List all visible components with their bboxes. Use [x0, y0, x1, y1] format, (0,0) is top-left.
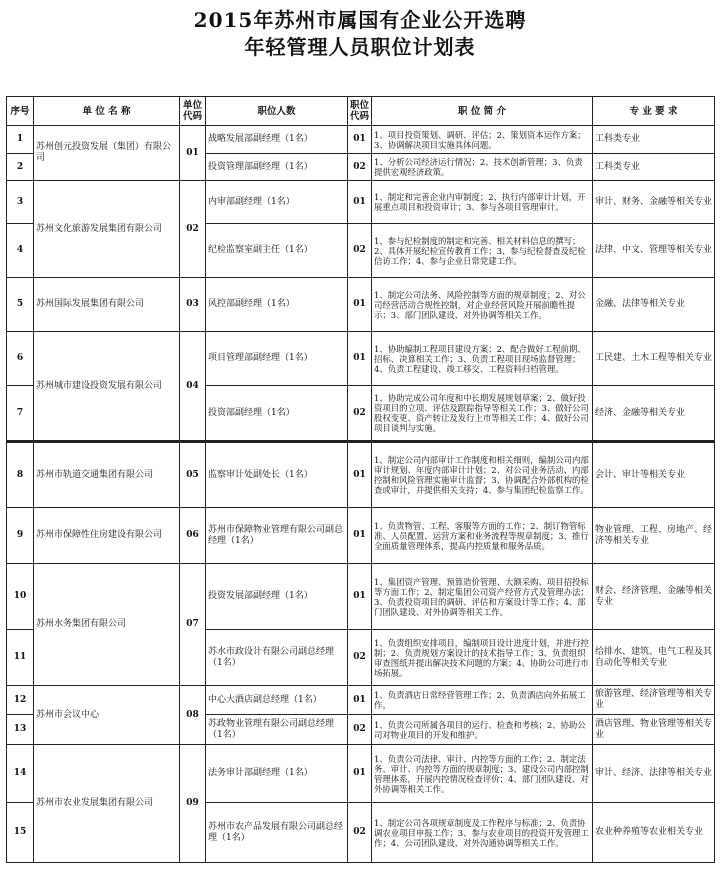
- table-row: [7, 442, 715, 508]
- table-row: [7, 278, 715, 332]
- seq-cell: 7: [7, 386, 34, 442]
- unit-name-cell: 苏州文化旅游发展集团有限公司: [34, 181, 180, 278]
- seq-cell: 4: [7, 224, 34, 278]
- unit-code-cell: 06: [180, 508, 206, 564]
- seq-cell: 6: [7, 332, 34, 386]
- title-line-1: 2015年苏州市属国有企业公开选聘: [193, 8, 527, 32]
- position-code-cell: 02: [348, 715, 372, 745]
- unit-name-cell: 苏州市保障性住房建设有限公司: [34, 508, 180, 564]
- position-cell: 苏州市保障物业管理有限公司副总经理（1名）: [206, 508, 348, 564]
- intro-cell: 1、制定公司各项规章制度及工作程序与标准；2、负责协调农业项目申报工作；3、参与农业项目的投资开发管理工作；4、公司团队建设、对外沟通协调等相关工作。: [372, 803, 593, 863]
- document-title: [0, 0, 720, 61]
- position-cell: 内审部副经理（1名）: [206, 181, 348, 224]
- position-code-cell: 02: [348, 224, 372, 278]
- seq-cell: 10: [7, 564, 34, 630]
- requirement-cell: 法律、中文、管理等相关专业: [593, 224, 715, 278]
- requirement-cell: 工科类专业: [593, 126, 715, 154]
- intro-cell: 1、项目投资策划、调研、评估；2、策划资本运作方案；3、协调解决项目实施具体问题。: [372, 126, 593, 154]
- table-row: [7, 126, 715, 154]
- position-cell: 中心大酒店副总经理（1名）: [206, 686, 348, 715]
- seq-cell: 14: [7, 745, 34, 803]
- position-cell: 苏水市政设计有限公司副总经理（1名）: [206, 630, 348, 686]
- seq-cell: 1: [7, 126, 34, 154]
- unit-code-cell: 01: [180, 126, 206, 181]
- unit-name-cell: 苏州城市建设投资发展有限公司: [34, 332, 180, 442]
- position-cell: 法务审计部副经理（1名）: [206, 745, 348, 803]
- position-code-cell: 01: [348, 126, 372, 154]
- intro-cell: 1、制定和完善企业内审制度；2、执行内部审计计划，开展重点项目和投资审计；3、参与各项目管理审计。: [372, 181, 593, 224]
- header-seq: 序号: [7, 97, 34, 126]
- intro-cell: 1、协助编制工程项目建设方案；2、配合做好工程前期、招标、决算相关工作；3、负责工程项目现场监督管理；4、负责工程建设、竣工移交、工程资料归档管理。: [372, 332, 593, 386]
- title-line-2: 年轻管理人员职位计划表: [244, 35, 476, 59]
- position-code-cell: 01: [348, 332, 372, 386]
- position-cell: 监察审计处副处长（1名）: [206, 442, 348, 508]
- unit-name-cell: 苏州水务集团有限公司: [34, 564, 180, 686]
- position-cell: 苏政物业管理有限公司副总经理（1名）: [206, 715, 348, 745]
- table-row: [7, 564, 715, 630]
- position-cell: 项目管理部副经理（1名）: [206, 332, 348, 386]
- seq-cell: 9: [7, 508, 34, 564]
- requirement-cell: 财会、经济管理、金融等相关专业: [593, 564, 715, 630]
- requirement-cell: 农业种养殖等农业相关专业: [593, 803, 715, 863]
- seq-cell: 11: [7, 630, 34, 686]
- position-code-cell: 02: [348, 154, 372, 181]
- header-position-code: 职位代码: [348, 97, 372, 126]
- header-position-count: 职位人数: [206, 97, 348, 126]
- seq-cell: 13: [7, 715, 34, 745]
- position-code-cell: 01: [348, 686, 372, 715]
- position-code-cell: 01: [348, 278, 372, 332]
- requirement-cell: 审计、经济、法律等相关专业: [593, 745, 715, 803]
- position-cell: 苏州市农产品发展有限公司副总经理（1名）: [206, 803, 348, 863]
- position-cell: 战略发展部副经理（1名）: [206, 126, 348, 154]
- intro-cell: 1、负责公司法律、审计、内控等方面的工作；2、制定法务、审计、内控等方面的规章制度；3、建设公司内部控制管理体系，开展内控情况检查评价；4、部门团队建设、对外协调等相关工作。: [372, 745, 593, 803]
- position-code-cell: 01: [348, 745, 372, 803]
- position-cell: 纪检监察室副主任（1名）: [206, 224, 348, 278]
- table-row: [7, 686, 715, 715]
- unit-name-cell: 苏州市会议中心: [34, 686, 180, 745]
- header-unit-code: 单位代码: [180, 97, 206, 126]
- unit-name-cell: 苏州市农业发展集团有限公司: [34, 745, 180, 863]
- unit-code-cell: 03: [180, 278, 206, 332]
- seq-cell: 15: [7, 803, 34, 863]
- requirement-cell: 会计、审计等相关专业: [593, 442, 715, 508]
- position-code-cell: 02: [348, 803, 372, 863]
- requirement-cell: 金融、法律等相关专业: [593, 278, 715, 332]
- unit-name-cell: 苏州国际发展集团有限公司: [34, 278, 180, 332]
- table-row: [7, 181, 715, 224]
- seq-cell: 3: [7, 181, 34, 224]
- seq-cell: 5: [7, 278, 34, 332]
- intro-cell: 1、负责公司所属各项目的运行、检查和考核；2、协助公司对物业项目的开发和维护。: [372, 715, 593, 745]
- header-intro: 职 位 简 介: [372, 97, 593, 126]
- intro-cell: 1、负责酒店日常经营管理工作；2、负责酒店向外拓展工作。: [372, 686, 593, 715]
- requirement-cell: 酒店管理、物业管理等相关专业: [593, 715, 715, 745]
- intro-cell: 1、负责组织安排项目，编制项目设计进度计划，并进行控制；2、负责规划方案设计的技术指导工作；3、负责组织审查图纸并提出解决技术问题的方案；4、协助公司进行市场拓展。: [372, 630, 593, 686]
- intro-cell: 1、参与纪检制度的制定和完善、相关材料信息的撰写；2、具体开展纪检宣传教育工作；3、参与纪检督查及纪检信访工作；4、参与企业日常党建工作。: [372, 224, 593, 278]
- position-plan-table: [6, 96, 715, 863]
- unit-code-cell: 08: [180, 686, 206, 745]
- intro-cell: 1、分析公司经济运行情况；2、技术创新管理；3、负责提供宏观经济政策。: [372, 154, 593, 181]
- seq-cell: 2: [7, 154, 34, 181]
- table-row: [7, 508, 715, 564]
- table-row: [7, 332, 715, 386]
- intro-cell: 1、负责物管、工程、客服等方面的工作；2、制订物管标准、人员配置、运营方案和业务流程等规章制度；3、推行全面质量管理体系，提高内控质量和服务品质。: [372, 508, 593, 564]
- seq-cell: 12: [7, 686, 34, 715]
- unit-name-cell: 苏州创元投资发展（集团）有限公司: [34, 126, 180, 181]
- header-requirement: 专 业 要 求: [593, 97, 715, 126]
- position-cell: 投资发展部副经理（1名）: [206, 564, 348, 630]
- position-code-cell: 01: [348, 442, 372, 508]
- table-header-row: [7, 97, 715, 126]
- requirement-cell: 审计、财务、金融等相关专业: [593, 181, 715, 224]
- position-cell: 投资部副经理（1名）: [206, 386, 348, 442]
- requirement-cell: 经济、金融等相关专业: [593, 386, 715, 442]
- unit-code-cell: 05: [180, 442, 206, 508]
- intro-cell: 1、制定公司内部审计工作制度和相关细则，编制公司内部审计规划、年度内部审计计划；2、对公司业务活动、内部控制和风险管理实施审计监督；3、协调配合外部机构的检查或审计，并提供相关支持；4、参与集团纪检监察工作。: [372, 442, 593, 508]
- position-code-cell: 01: [348, 508, 372, 564]
- position-cell: 投资管理部副经理（1名）: [206, 154, 348, 181]
- requirement-cell: 工民建、土木工程等相关专业: [593, 332, 715, 386]
- unit-code-cell: 04: [180, 332, 206, 442]
- unit-code-cell: 02: [180, 181, 206, 278]
- seq-cell: 8: [7, 442, 34, 508]
- intro-cell: 1、协助完成公司年度和中长期发展规划草案；2、做好投资项目的立项、评估及跟踪指导等相关工作；3、做好公司股权变更、资产转让及发行上市等相关工作；4、做好公司项目谈判与实施。: [372, 386, 593, 442]
- requirement-cell: 工科类专业: [593, 154, 715, 181]
- position-code-cell: 01: [348, 564, 372, 630]
- unit-code-cell: 07: [180, 564, 206, 686]
- table-row: [7, 745, 715, 803]
- requirement-cell: 给排水、建筑、电气工程及其自动化等相关专业: [593, 630, 715, 686]
- unit-code-cell: 09: [180, 745, 206, 863]
- position-code-cell: 02: [348, 630, 372, 686]
- intro-cell: 1、集团资产管理、预算造价管理、大额采购、项目招投标等方面工作；2、制定集团公司资产经营方式及管理办法；3、负责投资项目的调研、评估和方案设计等工作；4、部门团队建设、对外协调等相关工作。: [372, 564, 593, 630]
- requirement-cell: 物业管理、工程、房地产、经济等相关专业: [593, 508, 715, 564]
- intro-cell: 1、制定公司法务、风险控制等方面的规章制度；2、对公司经营活动合规性控制，对企业经营风险开展前瞻性提示；3、部门团队建设、对外协调等相关工作。: [372, 278, 593, 332]
- unit-name-cell: 苏州市轨道交通集团有限公司: [34, 442, 180, 508]
- position-code-cell: 02: [348, 386, 372, 442]
- position-code-cell: 01: [348, 181, 372, 224]
- header-unit-name: 单 位 名 称: [34, 97, 180, 126]
- position-cell: 风控部副经理（1名）: [206, 278, 348, 332]
- requirement-cell: 旅游管理、经济管理等相关专业: [593, 686, 715, 715]
